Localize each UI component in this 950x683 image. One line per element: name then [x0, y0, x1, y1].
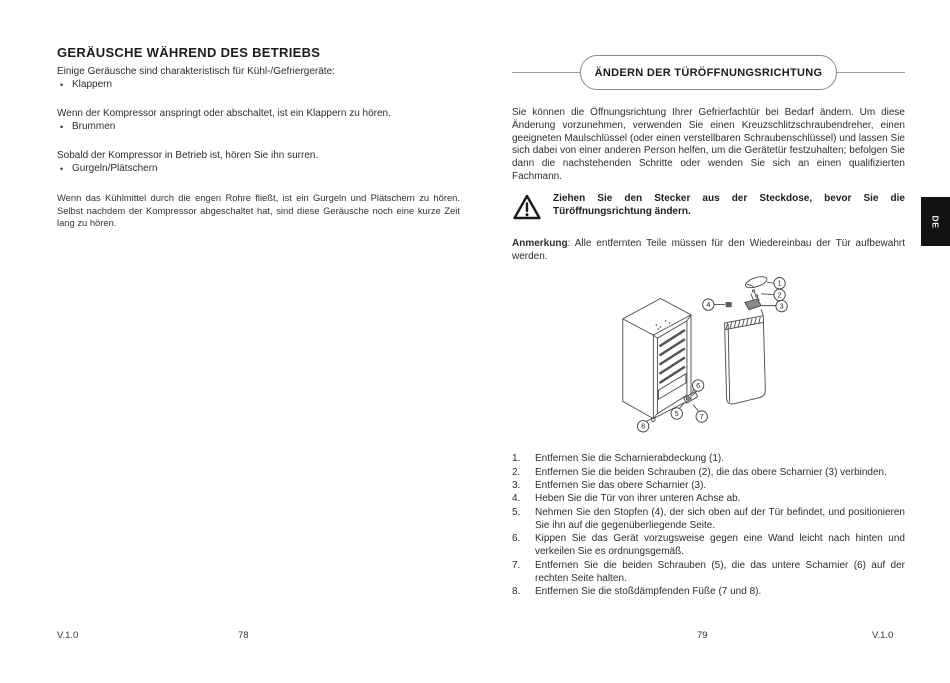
noise-bullet-brummen — [57, 121, 460, 133]
step-item-6 — [512, 532, 905, 559]
bullet-icon: • — [60, 80, 64, 90]
step-text: Heben Sie die Tür von ihrer unteren Achse ab. — [535, 493, 741, 505]
warning-triangle-icon — [512, 192, 544, 226]
step-text: Entfernen Sie die Scharnierabdeckung (1). — [535, 453, 725, 465]
right-page — [512, 55, 905, 599]
step-text: Entfernen Sie die beiden Schrauben (2), die das obere Scharnier (3) verbinden. — [535, 466, 887, 478]
step-text: Entfernen Sie die beiden Schrauben (5), die das untere Scharnier (6) auf der rechten Seite halten. — [535, 559, 905, 585]
step-number: 5. — [512, 506, 521, 518]
cabinet-shelves — [659, 330, 684, 383]
door-reversal-intro: Sie können die Öffnungsrichtung Ihrer Gefrierfachtür bei Bedarf ändern. Um diese Änderung vorzunehmen, verwenden Sie einen Kreuzschlitzschraubendreher, einen geeigneten Maulschlüssel (oder einen verstellbaren Schraubenschlüssel) und lassen Sie sich dabei von einer anderen Person helfen, um die Gerätetür festzuhalten; befolgen Sie dann die nachstehenden Schritte oder wenden Sie sich an einen qualifizierten Fachmann. — [512, 107, 905, 182]
diagram-svg — [592, 271, 847, 441]
step-text: Entfernen Sie die stoßdämpfenden Füße (7 und 8). — [535, 586, 762, 598]
step-number: 3. — [512, 479, 521, 491]
noise-para-klappern: Wenn der Kompressor anspringt oder abschaltet, ist ein Klappern zu hören. — [57, 108, 391, 119]
step-number: 4. — [512, 493, 521, 505]
section-title-badge: ÄNDERN DER TÜRÖFFNUNGSRICHTUNG — [580, 55, 837, 90]
step-text: Kippen Sie das Gerät vorzugsweise gegen eine Wand leicht nach hinten und verkeilen Sie es ordnungsgemäß. — [535, 533, 905, 558]
language-tab-de — [921, 197, 950, 246]
footer-version-left: V.1.0 — [57, 630, 79, 641]
left-page-heading: GERÄUSCHE WÄHREND DES BETRIEBS — [57, 45, 321, 60]
callout-1: 1 — [777, 280, 782, 289]
step-item-2 — [512, 466, 905, 479]
bullet-label: Klappern — [72, 79, 113, 90]
bullet-icon: • — [60, 122, 64, 132]
stopfen-part — [726, 302, 732, 307]
bullet-label: Brummen — [72, 121, 116, 132]
callout-7: 7 — [699, 413, 704, 422]
screws-part — [752, 290, 759, 301]
step-number: 1. — [512, 453, 521, 465]
step-item-5 — [512, 506, 905, 533]
door-outline — [725, 316, 766, 404]
step-number: 2. — [512, 466, 521, 478]
note-label: Anmerkung — [512, 237, 568, 249]
callout-5: 5 — [674, 410, 679, 419]
noise-para-kuehlmittel: Wenn das Kühlmittel durch die engen Rohre fließt, ist ein Gurgeln und Plätschern zu hören. Selbst nachdem der Kompressor abgeschaltet hat, sind diese Geräusche noch eine kurze Zeit lang zu hören. — [57, 192, 460, 229]
door-reversal-diagram — [592, 271, 847, 449]
step-item-4 — [512, 492, 905, 505]
hinge-cover-part — [744, 275, 768, 290]
cabinet-top-dots — [656, 320, 671, 330]
door-top-hatch — [726, 318, 760, 330]
step-number: 7. — [512, 559, 521, 571]
footer-page-number-right: 79 — [697, 630, 708, 641]
noise-bullet-gurgeln — [57, 163, 460, 175]
noise-para-surren: Sobald der Kompressor in Betrieb ist, hören Sie ihn surren. — [57, 150, 319, 161]
footer-version-right: V.1.0 — [872, 630, 894, 641]
steps-list — [512, 452, 905, 598]
noise-bullet-klappern — [57, 79, 460, 91]
top-hinge-part — [745, 294, 763, 316]
left-page — [57, 45, 460, 230]
header-rule-right — [837, 72, 905, 73]
step-text: Nehmen Sie den Stopfen (4), der sich oben auf der Tür befindet, und positionieren Sie ihn auf die gegenüberliegende Seite. — [535, 506, 905, 531]
step-text: Entfernen Sie das obere Scharnier (3). — [535, 479, 707, 491]
note-text: : Alle entfernten Teile müssen für den Wiedereinbau der Tür aufbewahrt werden. — [512, 237, 905, 262]
callout-6: 6 — [696, 382, 701, 391]
warning-block — [512, 192, 905, 226]
header-rule-left — [512, 72, 580, 73]
left-intro: Einige Geräusche sind charakteristisch für Kühl-/Gefriergeräte: — [57, 66, 335, 77]
step-item-3 — [512, 479, 905, 492]
language-tab-label: DE — [930, 214, 941, 229]
callout-3: 3 — [779, 302, 784, 311]
cabinet-bottom-tray — [658, 374, 685, 399]
callout-4: 4 — [706, 301, 711, 310]
footer-page-number-left: 78 — [238, 630, 249, 641]
bullet-label: Gurgeln/Plätschern — [72, 163, 158, 174]
cabinet-outline — [623, 299, 691, 419]
step-item-8 — [512, 585, 905, 598]
step-item-7 — [512, 559, 905, 586]
callout-2: 2 — [777, 291, 782, 300]
step-number: 8. — [512, 586, 521, 598]
step-item-1 — [512, 452, 905, 465]
callout-8: 8 — [641, 423, 646, 432]
section-header — [512, 55, 905, 90]
note-paragraph — [512, 238, 905, 264]
warning-text: Ziehen Sie den Stecker aus der Steckdose, bevor Sie die Türöffnungsrichtung ändern. — [553, 192, 905, 217]
step-number: 6. — [512, 533, 521, 545]
bullet-icon: • — [60, 164, 64, 174]
